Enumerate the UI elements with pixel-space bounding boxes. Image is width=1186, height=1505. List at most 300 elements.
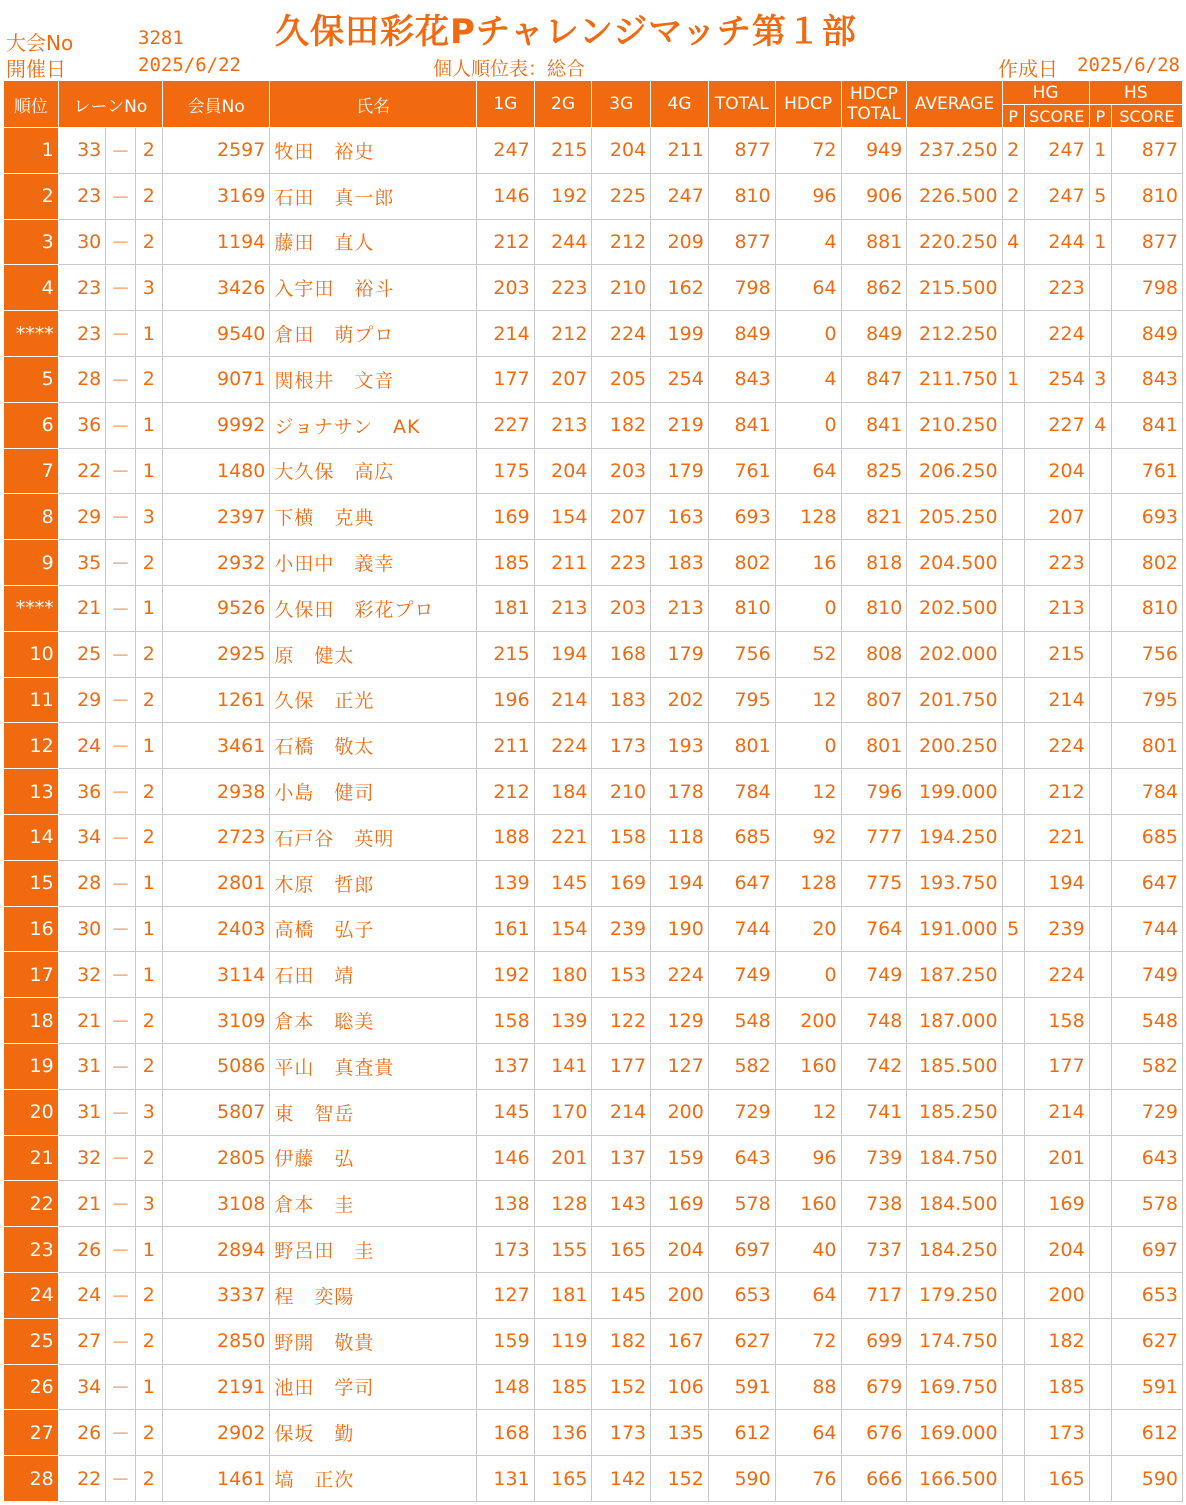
table-row <box>4 723 1183 769</box>
hdcp-total-cell: 717 <box>841 1272 907 1318</box>
col-header-hdcp: HDCP <box>775 81 841 128</box>
game1-cell: 173 <box>476 1227 534 1273</box>
hs-score-cell: 798 <box>1111 265 1182 311</box>
player-name-cell: 石橋 敬太 <box>270 723 477 769</box>
average-cell: 184.750 <box>907 1135 1002 1181</box>
hdcp-cell: 92 <box>775 814 841 860</box>
hs-p-cell <box>1089 311 1111 357</box>
lane-cell: 30 <box>58 219 106 265</box>
rank-cell: 9 <box>4 540 59 586</box>
game3-cell: 152 <box>592 1364 651 1410</box>
game4-cell: 178 <box>651 769 709 815</box>
lane-cell: 26 <box>58 1227 106 1273</box>
lane-separator: － <box>106 448 135 494</box>
player-name-cell: 高橋 弘子 <box>270 906 477 952</box>
hdcp-total-cell: 807 <box>841 677 907 723</box>
hdcp-total-cell: 862 <box>841 265 907 311</box>
hdcp-total-cell: 699 <box>841 1318 907 1364</box>
seat-cell: 3 <box>135 1089 162 1135</box>
hdcp-cell: 96 <box>775 173 841 219</box>
average-cell: 166.500 <box>907 1456 1002 1502</box>
hs-p-cell <box>1089 952 1111 998</box>
average-cell: 169.750 <box>907 1364 1002 1410</box>
hdcp-total-cell: 741 <box>841 1089 907 1135</box>
hdcp-total-cell: 949 <box>841 128 907 174</box>
hg-score-cell: 169 <box>1024 1181 1089 1227</box>
lane-separator: － <box>106 1227 135 1273</box>
hg-p-cell <box>1002 1043 1024 1089</box>
hdcp-total-cell: 801 <box>841 723 907 769</box>
hg-p-cell: 1 <box>1002 356 1024 402</box>
game4-cell: 190 <box>651 906 709 952</box>
ranking-table <box>3 80 1183 1502</box>
seat-cell: 2 <box>135 1043 162 1089</box>
game4-cell: 163 <box>651 494 709 540</box>
table-row <box>4 631 1183 677</box>
member-no-cell: 9992 <box>163 402 270 448</box>
col-header-hg: HG <box>1002 81 1089 105</box>
lane-cell: 28 <box>58 356 106 402</box>
game3-cell: 214 <box>592 1089 651 1135</box>
game2-cell: 204 <box>534 448 592 494</box>
member-no-cell: 2597 <box>163 128 270 174</box>
average-cell: 199.000 <box>907 769 1002 815</box>
table-row <box>4 219 1183 265</box>
game2-cell: 212 <box>534 311 592 357</box>
hg-p-cell: 2 <box>1002 128 1024 174</box>
total-cell: 653 <box>708 1272 775 1318</box>
player-name-cell: 倉田 萌プロ <box>270 311 477 357</box>
lane-separator: － <box>106 860 135 906</box>
game1-cell: 203 <box>476 265 534 311</box>
game1-cell: 137 <box>476 1043 534 1089</box>
game1-cell: 127 <box>476 1272 534 1318</box>
hs-p-cell <box>1089 723 1111 769</box>
hg-p-cell <box>1002 814 1024 860</box>
game2-cell: 215 <box>534 128 592 174</box>
game2-cell: 201 <box>534 1135 592 1181</box>
player-name-cell: 関根井 文音 <box>270 356 477 402</box>
hs-p-cell <box>1089 906 1111 952</box>
game3-cell: 122 <box>592 998 651 1044</box>
hs-p-cell <box>1089 631 1111 677</box>
hdcp-cell: 72 <box>775 1318 841 1364</box>
rank-cell: 2 <box>4 173 59 219</box>
game3-cell: 205 <box>592 356 651 402</box>
table-row <box>4 906 1183 952</box>
hs-score-cell: 749 <box>1111 952 1182 998</box>
average-cell: 174.750 <box>907 1318 1002 1364</box>
game1-cell: 131 <box>476 1456 534 1502</box>
average-cell: 204.500 <box>907 540 1002 586</box>
game4-cell: 167 <box>651 1318 709 1364</box>
hs-score-cell: 843 <box>1111 356 1182 402</box>
hs-p-cell <box>1089 1227 1111 1273</box>
game2-cell: 128 <box>534 1181 592 1227</box>
game3-cell: 210 <box>592 265 651 311</box>
game3-cell: 212 <box>592 219 651 265</box>
lane-cell: 36 <box>58 402 106 448</box>
game3-cell: 204 <box>592 128 651 174</box>
hs-score-cell: 841 <box>1111 402 1182 448</box>
average-cell: 185.500 <box>907 1043 1002 1089</box>
average-cell: 187.000 <box>907 998 1002 1044</box>
lane-cell: 32 <box>58 952 106 998</box>
hg-score-cell: 224 <box>1024 952 1089 998</box>
hs-score-cell: 877 <box>1111 219 1182 265</box>
table-row <box>4 1043 1183 1089</box>
lane-separator: － <box>106 631 135 677</box>
rank-cell: 3 <box>4 219 59 265</box>
hdcp-cell: 20 <box>775 906 841 952</box>
lane-cell: 23 <box>58 265 106 311</box>
hg-p-cell <box>1002 769 1024 815</box>
game1-cell: 159 <box>476 1318 534 1364</box>
lane-separator: － <box>106 1272 135 1318</box>
seat-cell: 1 <box>135 585 162 631</box>
rank-cell: 28 <box>4 1456 59 1502</box>
player-name-cell: ジョナサン AK <box>270 402 477 448</box>
hs-p-cell <box>1089 998 1111 1044</box>
player-name-cell: 小島 健司 <box>270 769 477 815</box>
lane-cell: 29 <box>58 677 106 723</box>
game4-cell: 200 <box>651 1089 709 1135</box>
table-row <box>4 585 1183 631</box>
player-name-cell: 伊藤 弘 <box>270 1135 477 1181</box>
hdcp-total-cell: 739 <box>841 1135 907 1181</box>
hdcp-total-cell: 841 <box>841 402 907 448</box>
lane-separator: － <box>106 769 135 815</box>
col-header-rank: 順位 <box>4 81 59 128</box>
seat-cell: 2 <box>135 128 162 174</box>
game3-cell: 210 <box>592 769 651 815</box>
total-cell: 612 <box>708 1410 775 1456</box>
hs-p-cell <box>1089 1135 1111 1181</box>
lane-separator: － <box>106 311 135 357</box>
hdcp-total-cell: 849 <box>841 311 907 357</box>
seat-cell: 1 <box>135 311 162 357</box>
hdcp-cell: 96 <box>775 1135 841 1181</box>
game4-cell: 106 <box>651 1364 709 1410</box>
hs-score-cell: 582 <box>1111 1043 1182 1089</box>
hs-score-cell: 849 <box>1111 311 1182 357</box>
hg-p-cell <box>1002 311 1024 357</box>
lane-separator: － <box>106 723 135 769</box>
hs-p-cell <box>1089 1272 1111 1318</box>
average-cell: 184.500 <box>907 1181 1002 1227</box>
game3-cell: 169 <box>592 860 651 906</box>
lane-cell: 30 <box>58 906 106 952</box>
rank-cell: 16 <box>4 906 59 952</box>
hg-p-cell <box>1002 1410 1024 1456</box>
table-row <box>4 1364 1183 1410</box>
hg-p-cell <box>1002 448 1024 494</box>
player-name-cell: 小田中 義幸 <box>270 540 477 586</box>
hdcp-total-cell: 818 <box>841 540 907 586</box>
lane-separator: － <box>106 540 135 586</box>
total-cell: 810 <box>708 173 775 219</box>
hg-p-cell <box>1002 1318 1024 1364</box>
game4-cell: 209 <box>651 219 709 265</box>
player-name-cell: 石田 靖 <box>270 952 477 998</box>
hs-score-cell: 693 <box>1111 494 1182 540</box>
game1-cell: 139 <box>476 860 534 906</box>
hg-p-cell <box>1002 585 1024 631</box>
seat-cell: 3 <box>135 494 162 540</box>
player-name-cell: 野呂田 圭 <box>270 1227 477 1273</box>
member-no-cell: 3169 <box>163 173 270 219</box>
rank-cell: 17 <box>4 952 59 998</box>
rank-cell: 13 <box>4 769 59 815</box>
game2-cell: 119 <box>534 1318 592 1364</box>
rank-cell: 18 <box>4 998 59 1044</box>
lane-separator: － <box>106 402 135 448</box>
game4-cell: 219 <box>651 402 709 448</box>
page-subtitle: 個人順位表：総合 <box>433 58 586 80</box>
lane-separator: － <box>106 356 135 402</box>
table-row <box>4 860 1183 906</box>
hg-score-cell: 207 <box>1024 494 1089 540</box>
rank-cell: 27 <box>4 1410 59 1456</box>
average-cell: 205.250 <box>907 494 1002 540</box>
table-row <box>4 494 1183 540</box>
game3-cell: 173 <box>592 723 651 769</box>
game2-cell: 170 <box>534 1089 592 1135</box>
hs-score-cell: 548 <box>1111 998 1182 1044</box>
total-cell: 578 <box>708 1181 775 1227</box>
seat-cell: 1 <box>135 723 162 769</box>
hs-p-cell <box>1089 1181 1111 1227</box>
total-cell: 685 <box>708 814 775 860</box>
hdcp-total-cell: 825 <box>841 448 907 494</box>
seat-cell: 1 <box>135 1364 162 1410</box>
lane-separator: － <box>106 1135 135 1181</box>
lane-separator: － <box>106 1089 135 1135</box>
total-cell: 795 <box>708 677 775 723</box>
rank-cell: **** <box>4 311 59 357</box>
hs-p-cell <box>1089 1364 1111 1410</box>
total-cell: 643 <box>708 1135 775 1181</box>
total-cell: 756 <box>708 631 775 677</box>
total-cell: 582 <box>708 1043 775 1089</box>
table-row <box>4 998 1183 1044</box>
player-name-cell: 石田 真一郎 <box>270 173 477 219</box>
game1-cell: 247 <box>476 128 534 174</box>
hs-p-cell: 1 <box>1089 219 1111 265</box>
game3-cell: 142 <box>592 1456 651 1502</box>
hdcp-cell: 76 <box>775 1456 841 1502</box>
hg-score-cell: 158 <box>1024 998 1089 1044</box>
hg-p-cell <box>1002 494 1024 540</box>
hg-p-cell <box>1002 1227 1024 1273</box>
game1-cell: 177 <box>476 356 534 402</box>
average-cell: 191.000 <box>907 906 1002 952</box>
lane-separator: － <box>106 952 135 998</box>
game3-cell: 145 <box>592 1272 651 1318</box>
game1-cell: 168 <box>476 1410 534 1456</box>
hg-p-cell <box>1002 723 1024 769</box>
game1-cell: 158 <box>476 998 534 1044</box>
game1-cell: 175 <box>476 448 534 494</box>
game4-cell: 213 <box>651 585 709 631</box>
lane-cell: 21 <box>58 585 106 631</box>
hdcp-cell: 0 <box>775 952 841 998</box>
rank-cell: 1 <box>4 128 59 174</box>
hdcp-total-cell: 676 <box>841 1410 907 1456</box>
hs-score-cell: 685 <box>1111 814 1182 860</box>
player-name-cell: 石戸谷 英明 <box>270 814 477 860</box>
game3-cell: 223 <box>592 540 651 586</box>
member-no-cell: 3108 <box>163 1181 270 1227</box>
ranking-rows <box>4 128 1183 1502</box>
hg-p-cell <box>1002 1272 1024 1318</box>
hg-p-cell <box>1002 998 1024 1044</box>
member-no-cell: 5086 <box>163 1043 270 1089</box>
game4-cell: 193 <box>651 723 709 769</box>
seat-cell: 3 <box>135 1181 162 1227</box>
hdcp-cell: 52 <box>775 631 841 677</box>
col-header-hs-p: P <box>1089 105 1111 128</box>
lane-cell: 29 <box>58 494 106 540</box>
game4-cell: 135 <box>651 1410 709 1456</box>
col-header-name: 氏名 <box>270 81 477 128</box>
seat-cell: 1 <box>135 448 162 494</box>
hdcp-total-cell: 738 <box>841 1181 907 1227</box>
hg-p-cell <box>1002 1089 1024 1135</box>
game2-cell: 145 <box>534 860 592 906</box>
member-no-cell: 2805 <box>163 1135 270 1181</box>
lane-cell: 31 <box>58 1089 106 1135</box>
game2-cell: 213 <box>534 585 592 631</box>
game1-cell: 185 <box>476 540 534 586</box>
total-cell: 697 <box>708 1227 775 1273</box>
hdcp-cell: 12 <box>775 677 841 723</box>
table-row <box>4 540 1183 586</box>
hs-p-cell <box>1089 677 1111 723</box>
member-no-cell: 3461 <box>163 723 270 769</box>
hg-p-cell: 2 <box>1002 173 1024 219</box>
table-row <box>4 356 1183 402</box>
game1-cell: 161 <box>476 906 534 952</box>
average-cell: 206.250 <box>907 448 1002 494</box>
hs-p-cell <box>1089 448 1111 494</box>
hg-p-cell <box>1002 1364 1024 1410</box>
average-cell: 169.000 <box>907 1410 1002 1456</box>
hdcp-cell: 72 <box>775 128 841 174</box>
hg-score-cell: 214 <box>1024 677 1089 723</box>
seat-cell: 2 <box>135 1456 162 1502</box>
table-row <box>4 769 1183 815</box>
hg-p-cell <box>1002 860 1024 906</box>
rank-cell: 14 <box>4 814 59 860</box>
total-cell: 744 <box>708 906 775 952</box>
hdcp-total-cell: 666 <box>841 1456 907 1502</box>
rank-cell: 10 <box>4 631 59 677</box>
game1-cell: 145 <box>476 1089 534 1135</box>
average-cell: 200.250 <box>907 723 1002 769</box>
game1-cell: 192 <box>476 952 534 998</box>
game3-cell: 177 <box>592 1043 651 1089</box>
col-header-g1: 1G <box>476 81 534 128</box>
seat-cell: 2 <box>135 1135 162 1181</box>
lane-separator: － <box>106 906 135 952</box>
average-cell: 193.750 <box>907 860 1002 906</box>
game1-cell: 148 <box>476 1364 534 1410</box>
table-row <box>4 814 1183 860</box>
hs-score-cell: 877 <box>1111 128 1182 174</box>
hdcp-cell: 128 <box>775 494 841 540</box>
lane-separator: － <box>106 265 135 311</box>
game4-cell: 159 <box>651 1135 709 1181</box>
lane-separator: － <box>106 494 135 540</box>
hs-p-cell <box>1089 1410 1111 1456</box>
total-cell: 627 <box>708 1318 775 1364</box>
game2-cell: 141 <box>534 1043 592 1089</box>
player-name-cell: 大久保 高広 <box>270 448 477 494</box>
hdcp-total-cell: 847 <box>841 356 907 402</box>
table-row <box>4 1318 1183 1364</box>
game4-cell: 254 <box>651 356 709 402</box>
hs-score-cell: 810 <box>1111 173 1182 219</box>
lane-separator: － <box>106 1364 135 1410</box>
game2-cell: 165 <box>534 1456 592 1502</box>
lane-cell: 21 <box>58 998 106 1044</box>
game2-cell: 244 <box>534 219 592 265</box>
hs-score-cell: 627 <box>1111 1318 1182 1364</box>
member-no-cell: 2938 <box>163 769 270 815</box>
hs-score-cell: 590 <box>1111 1456 1182 1502</box>
total-cell: 841 <box>708 402 775 448</box>
lane-cell: 32 <box>58 1135 106 1181</box>
game4-cell: 200 <box>651 1272 709 1318</box>
page-title: 久保田彩花Pチャレンジマッチ第１部 <box>275 12 857 52</box>
game2-cell: 181 <box>534 1272 592 1318</box>
hg-score-cell: 215 <box>1024 631 1089 677</box>
member-no-cell: 2191 <box>163 1364 270 1410</box>
hdcp-cell: 12 <box>775 1089 841 1135</box>
lane-cell: 21 <box>58 1181 106 1227</box>
seat-cell: 2 <box>135 814 162 860</box>
hs-score-cell: 647 <box>1111 860 1182 906</box>
col-header-g3: 3G <box>592 81 651 128</box>
game4-cell: 211 <box>651 128 709 174</box>
seat-cell: 2 <box>135 356 162 402</box>
hs-score-cell: 591 <box>1111 1364 1182 1410</box>
hdcp-cell: 88 <box>775 1364 841 1410</box>
hs-p-cell <box>1089 585 1111 631</box>
lane-separator: － <box>106 219 135 265</box>
player-name-cell: 木原 哲郎 <box>270 860 477 906</box>
table-row <box>4 1410 1183 1456</box>
table-row <box>4 128 1183 174</box>
player-name-cell: 入宇田 裕斗 <box>270 265 477 311</box>
hs-p-cell <box>1089 1318 1111 1364</box>
seat-cell: 2 <box>135 631 162 677</box>
hg-p-cell <box>1002 540 1024 586</box>
hdcp-cell: 64 <box>775 1272 841 1318</box>
hs-score-cell: 578 <box>1111 1181 1182 1227</box>
player-name-cell: 久保 正光 <box>270 677 477 723</box>
hs-score-cell: 802 <box>1111 540 1182 586</box>
game1-cell: 227 <box>476 402 534 448</box>
hg-score-cell: 244 <box>1024 219 1089 265</box>
game3-cell: 158 <box>592 814 651 860</box>
game2-cell: 224 <box>534 723 592 769</box>
hs-p-cell: 5 <box>1089 173 1111 219</box>
table-row <box>4 952 1183 998</box>
seat-cell: 2 <box>135 219 162 265</box>
hs-score-cell: 697 <box>1111 1227 1182 1273</box>
